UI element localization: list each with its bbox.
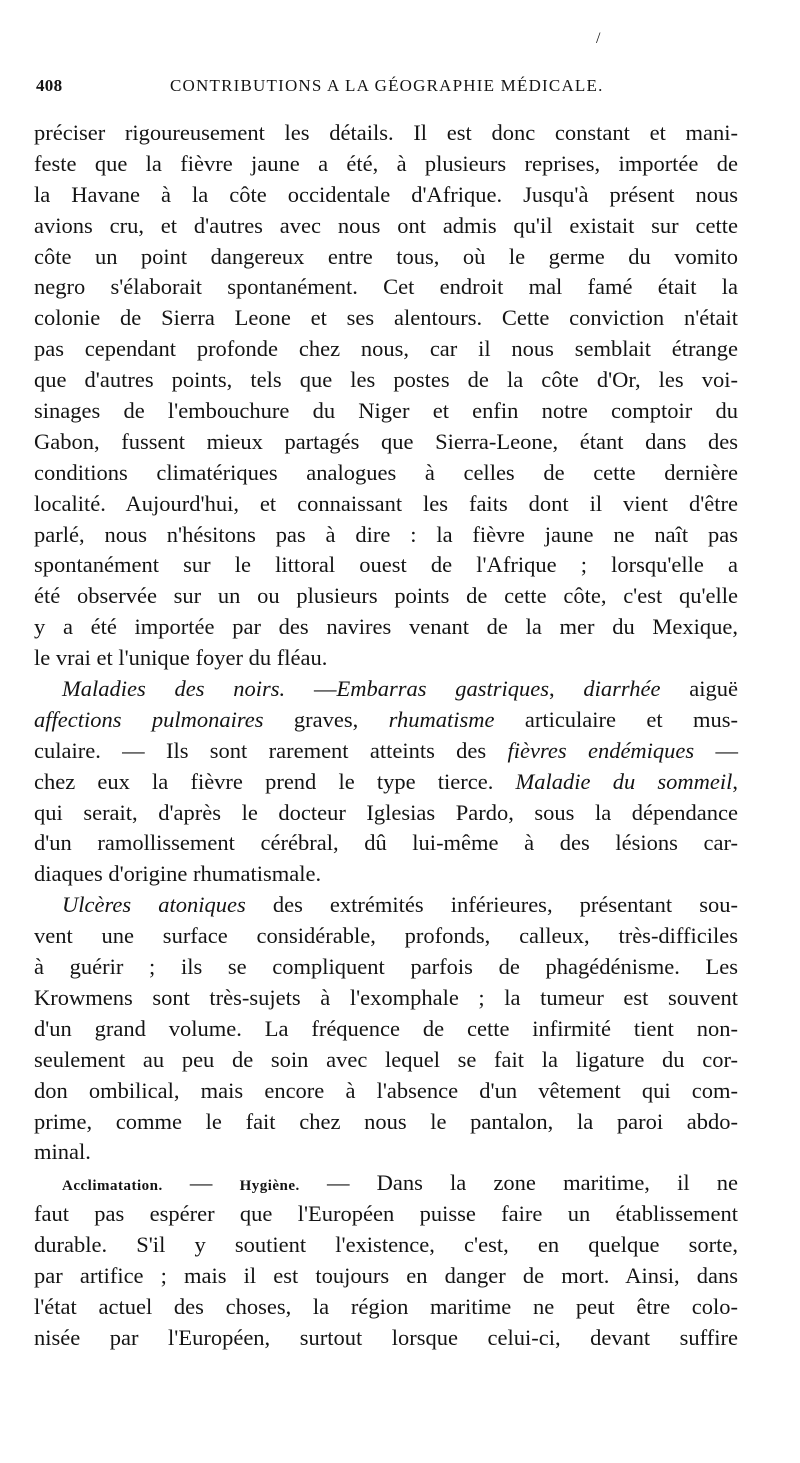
body-text (34, 118, 738, 1354)
text-line: sinages de l'embouchure du Niger et enfin notre comptoir du (34, 398, 738, 424)
text-line (34, 705, 738, 736)
text-line: minal. (34, 1139, 91, 1165)
text-run: graves, (263, 706, 389, 732)
text-line: y a été importée par des navires venant de la mer du Mexique, (34, 614, 738, 640)
text-line: pas cependant profonde chez nous, car il nous semblait étrange (34, 336, 738, 362)
text-line: par artifice ; mais il est toujours en danger de mort. Ainsi, dans (34, 1262, 738, 1288)
italic-term: diarrhée (583, 676, 661, 702)
text-line: prime, comme le fait chez nous le pantalon, la paroi abdo- (34, 1108, 738, 1134)
text-line: faut pas espérer que l'Européen puisse faire un établissement (34, 1201, 738, 1227)
page-number: 408 (36, 76, 63, 95)
text-run: — (162, 1170, 240, 1196)
text-line: le vrai et l'unique foyer du fléau. (34, 645, 328, 671)
text-line: negro s'élaborait spontanément. Cet endroit mal famé était la (34, 274, 738, 300)
text-line (34, 767, 738, 798)
text-line: parlé, nous n'hésitons pas à dire : la fièvre jaune ne naît pas (34, 521, 738, 547)
text-line (34, 674, 738, 705)
text-line (34, 736, 738, 767)
italic-term: Maladie du sommeil (515, 768, 733, 794)
section-heading: Acclimatation. (62, 1178, 163, 1195)
text-line: spontanément sur le littoral ouest de l'Afrique ; lorsqu'elle a (34, 552, 738, 578)
text-line: conditions climatériques analogues à celles de cette dernière (34, 459, 738, 485)
running-title: CONTRIBUTIONS A LA GÉOGRAPHIE MÉDICALE. (170, 76, 604, 95)
text-line: seulement au peu de soin avec lequel se fait la ligature du cor- (34, 1046, 738, 1072)
text-line: la Havane à la côte occidentale d'Afrique. Jusqu'à présent nous (34, 181, 738, 207)
text-line: durable. S'il y soutient l'existence, c'est, en quelque sorte, (34, 1232, 738, 1258)
text-line: colonie de Sierra Leone et ses alentours. Cette conviction n'était (34, 305, 738, 331)
text-run: aiguë (660, 676, 738, 702)
text-line: préciser rigoureusement les détails. Il est donc constant et mani- (34, 120, 738, 145)
text-line: que d'autres points, tels que les postes de la côte d'Or, les voi- (34, 367, 738, 393)
text-line: été observée sur un ou plusieurs points de cette côte, c'est qu'elle (34, 583, 738, 609)
italic-term: Ulcères atoniques (62, 892, 246, 918)
text-line: don ombilical, mais encore à l'absence d'un vêtement qui com- (34, 1077, 738, 1103)
text-line: d'un ramollissement cérébral, dû lui-même à des lésions car- (34, 830, 738, 856)
text-run: chez eux la fièvre prend le type tierce. (34, 768, 516, 794)
text-line: côte un point dangereux entre tous, où le germe du vomito (34, 243, 738, 269)
text-line: feste que la fièvre jaune a été, à plusieurs reprises, importée de (34, 150, 738, 176)
text-run: articulaire et mus- (494, 706, 738, 732)
text-line (34, 890, 738, 921)
italic-term: rhumatisme (388, 706, 495, 732)
text-run: , (549, 676, 584, 702)
text-line: localité. Aujourd'hui, et connaissant les faits dont il vient d'être (34, 490, 738, 516)
text-line (34, 1168, 738, 1199)
text-run: , (732, 768, 738, 794)
text-run: — (285, 676, 337, 702)
text-line: Gabon, fussent mieux partagés que Sierra-Leone, étant dans des (34, 428, 738, 454)
text-line: à guérir ; ils se compliquent parfois de phagédénisme. Les (34, 954, 738, 980)
text-line: nisée par l'Européen, surtout lorsque celui-ci, devant suffire (34, 1324, 738, 1350)
text-run: des extrémités inférieures, présentant sou- (245, 892, 738, 918)
text-run: culaire. — Ils sont rarement atteints des (34, 737, 508, 763)
italic-term: Maladies des noirs. (62, 676, 286, 702)
text-line: qui serait, d'après le docteur Iglesias Pardo, sous la dépendance (34, 799, 738, 825)
text-run: — (694, 737, 739, 763)
text-line: l'état actuel des choses, la région maritime ne peut être colo- (34, 1293, 738, 1319)
text-line: avions cru, et d'autres avec nous ont admis qu'il existait sur cette (34, 212, 738, 238)
text-run: — Dans la zone maritime, il ne (299, 1170, 738, 1196)
text-line: vent une surface considérable, profonds, calleux, très-difficiles (34, 923, 738, 949)
section-heading: Hygiène. (239, 1178, 300, 1195)
italic-term: fièvres endémiques (507, 737, 695, 763)
margin-mark: / (596, 30, 601, 47)
italic-term: Embarras gastriques (336, 676, 549, 702)
italic-term: affections pulmonaires (34, 706, 264, 732)
text-line: Krowmens sont très-sujets à l'exomphale ; la tumeur est souvent (34, 984, 738, 1010)
text-line: d'un grand volume. La fréquence de cette infirmité tient non- (34, 1015, 738, 1041)
text-line: diaques d'origine rhumatismale. (34, 861, 322, 887)
running-header (36, 76, 736, 106)
